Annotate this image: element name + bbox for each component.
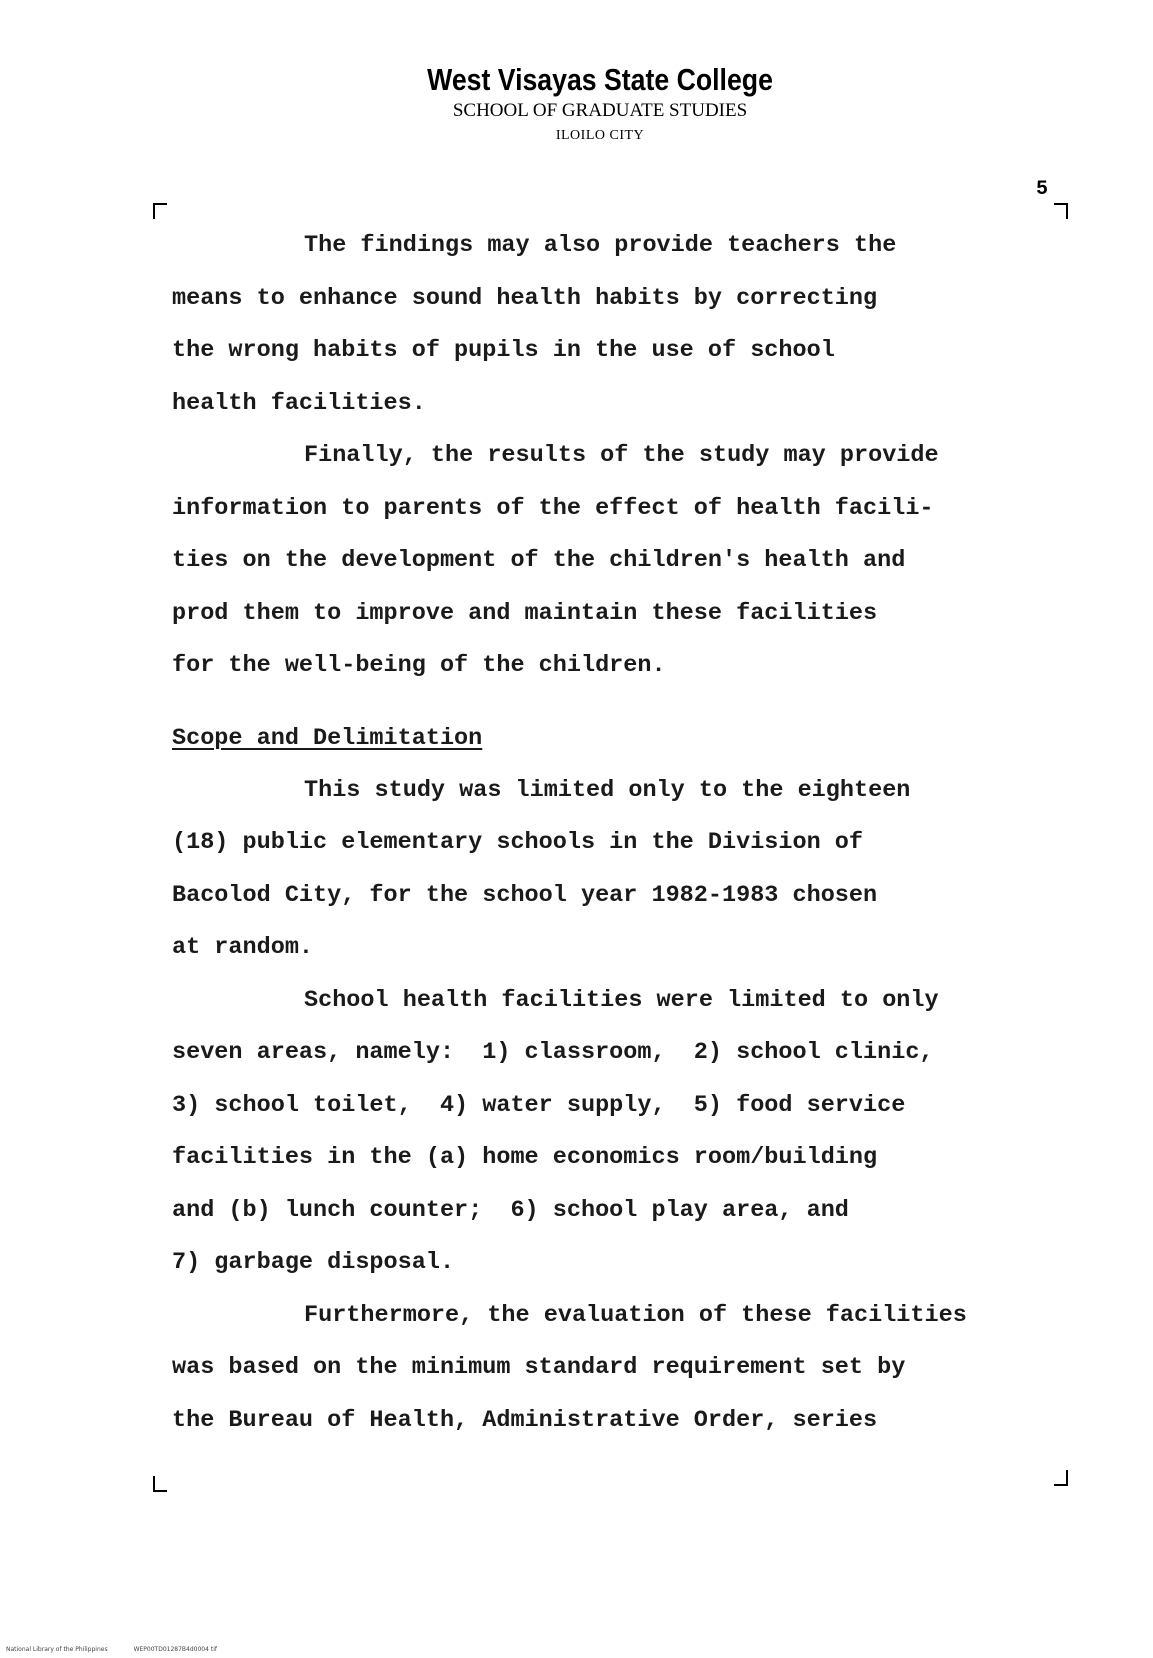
file-id: WEP00TD01287B4d0004 tif [133, 1646, 217, 1653]
text-line: 7) garbage disposal. [172, 1249, 455, 1276]
text-line: School health facilities were limited to only [304, 986, 939, 1014]
crop-mark-bottom-left [153, 1476, 167, 1492]
text-line: prod them to improve and maintain these facilities [172, 599, 878, 627]
section-heading-text: Scope and Delimitation [172, 724, 483, 752]
text-line: for the well-being of the children. [172, 652, 666, 679]
text-line: facilities in the (a) home economics room/building [172, 1144, 878, 1171]
text-line: information to parents of the effect of health facili- [172, 494, 934, 522]
school-name: SCHOOL OF GRADUATE STUDIES [452, 100, 748, 121]
text-line: Finally, the results of the study may provide [304, 442, 939, 469]
text-line: seven areas, namely: 1) classroom, 2) school clinic, [172, 1039, 934, 1066]
institution-name: West Visayas State College [427, 62, 773, 97]
text-line: ties on the development of the children's health and [172, 547, 906, 574]
crop-mark-top-left [153, 203, 167, 219]
letterhead [0, 62, 1153, 144]
page-number: 5 [1036, 178, 1049, 201]
text-line: (18) public elementary schools in the Division of [172, 829, 864, 856]
text-line: the Bureau of Health, Administrative Order, series [172, 1406, 878, 1434]
text-line: was based on the minimum standard requirement set by [172, 1354, 906, 1381]
crop-mark-bottom-right [1054, 1470, 1068, 1486]
text-line: 3) school toilet, 4) water supply, 5) food service [172, 1091, 906, 1119]
text-line: This study was limited only to the eighteen [304, 776, 911, 804]
text-line: health facilities. [172, 389, 426, 417]
text-line: means to enhance sound health habits by correcting [172, 284, 878, 312]
text-line: The findings may also provide teachers the [304, 232, 897, 259]
library-credit: National Library of the Philippines [6, 1646, 108, 1653]
text-line: the wrong habits of pupils in the use of school [172, 337, 835, 364]
text-line: and (b) lunch counter; 6) school play area, and [172, 1196, 849, 1224]
text-line: Bacolod City, for the school year 1982-1983 chosen [172, 881, 878, 909]
crop-mark-top-right [1054, 203, 1068, 219]
city-name: ILOILO CITY [555, 128, 645, 143]
text-line: at random. [172, 934, 314, 961]
body-text [172, 232, 1092, 1459]
section-heading [172, 725, 1092, 777]
scan-footer [6, 1646, 243, 1653]
text-line: Furthermore, the evaluation of these facilities [304, 1301, 967, 1329]
